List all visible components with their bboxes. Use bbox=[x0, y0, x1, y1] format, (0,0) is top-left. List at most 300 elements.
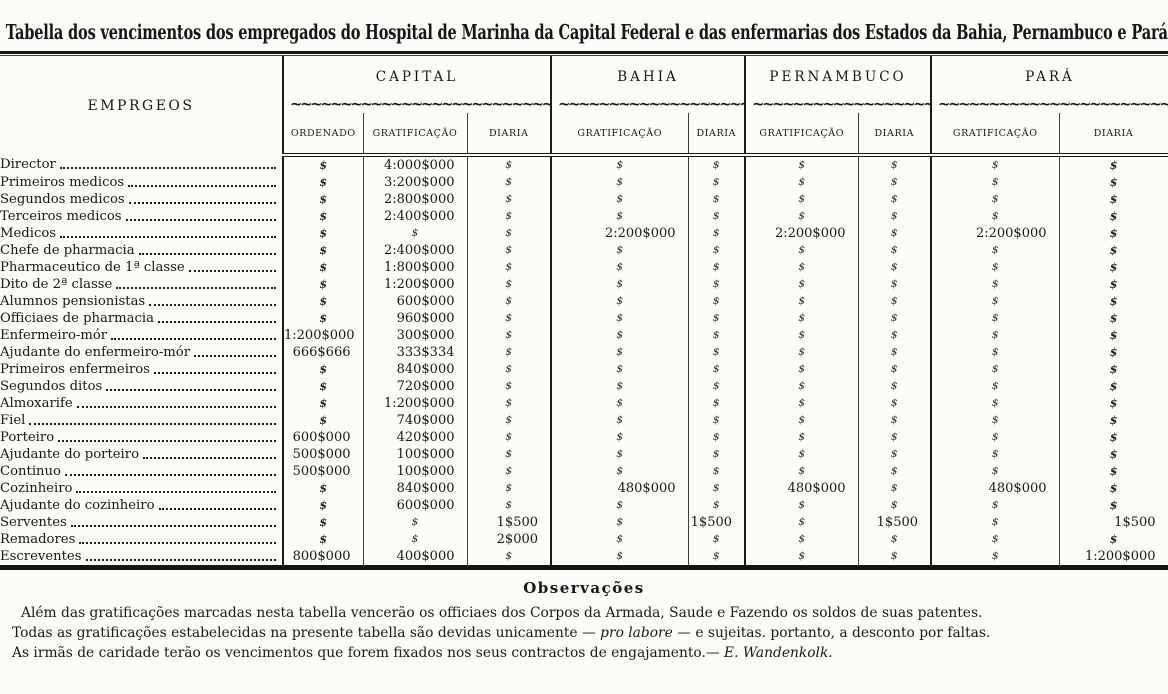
empty-cell: $ bbox=[688, 155, 745, 174]
value-cell: 400$000 bbox=[363, 548, 467, 568]
row-label: Porteiro bbox=[0, 430, 55, 445]
value-cell: 1$500 bbox=[688, 514, 745, 531]
empty-cell: $ bbox=[688, 344, 745, 361]
table-row bbox=[0, 463, 1168, 480]
empty-cell: $ bbox=[858, 242, 931, 259]
row-label-cell bbox=[0, 259, 283, 276]
row-label: Director bbox=[0, 157, 56, 172]
row-label-cell bbox=[0, 531, 283, 548]
empty-cell: $ bbox=[745, 174, 858, 191]
empty-cell: $ bbox=[931, 276, 1059, 293]
row-label-cell bbox=[0, 514, 283, 531]
subheader-para-diaria: DIARIA bbox=[1059, 113, 1168, 155]
row-label-cell bbox=[0, 446, 283, 463]
dot-leader bbox=[60, 167, 276, 169]
value-cell: 600$000 bbox=[283, 429, 363, 446]
empty-cell: $ bbox=[467, 293, 551, 310]
value-cell: 600$000 bbox=[363, 293, 467, 310]
table-row bbox=[0, 429, 1168, 446]
row-label: Primeiros enfermeiros bbox=[0, 362, 150, 377]
group-header-capital: CAPITAL bbox=[283, 56, 551, 98]
empty-cell: $ bbox=[858, 548, 931, 568]
value-cell: 333$334 bbox=[363, 344, 467, 361]
empty-cell: $ bbox=[551, 361, 688, 378]
empty-cell: $ bbox=[688, 259, 745, 276]
empty-cell: $ bbox=[551, 259, 688, 276]
column-header-empregos: EMPRGEOS bbox=[87, 97, 195, 114]
value-cell: 1$500 bbox=[858, 514, 931, 531]
empty-cell: $ bbox=[745, 548, 858, 568]
wavy-rule bbox=[746, 99, 930, 112]
empty-cell: $ bbox=[467, 412, 551, 429]
empty-cell: $ bbox=[467, 548, 551, 568]
subheader-capital-diaria: DIARIA bbox=[467, 113, 551, 155]
empty-cell: $ bbox=[688, 497, 745, 514]
empty-cell: $ bbox=[1059, 429, 1168, 446]
empty-cell: $ bbox=[858, 155, 931, 174]
empty-cell: $ bbox=[745, 412, 858, 429]
empty-cell: $ bbox=[745, 327, 858, 344]
empty-cell: $ bbox=[1059, 174, 1168, 191]
empty-cell: $ bbox=[1059, 378, 1168, 395]
empty-cell: $ bbox=[467, 242, 551, 259]
row-label: Dito de 2ª classe bbox=[0, 277, 113, 292]
value-cell: 1:200$000 bbox=[283, 327, 363, 344]
empty-cell: $ bbox=[858, 361, 931, 378]
table-row bbox=[0, 395, 1168, 412]
subheader-pernambuco-gratificacao: GRATIFICAÇÃO bbox=[745, 113, 858, 155]
table-row bbox=[0, 310, 1168, 327]
empty-cell: $ bbox=[551, 155, 688, 174]
empty-cell: $ bbox=[1059, 361, 1168, 378]
table-row bbox=[0, 327, 1168, 344]
empty-cell: $ bbox=[858, 378, 931, 395]
table-row bbox=[0, 480, 1168, 497]
dot-leader bbox=[111, 338, 276, 340]
empty-cell: $ bbox=[931, 361, 1059, 378]
empty-cell: $ bbox=[858, 310, 931, 327]
empty-cell: $ bbox=[467, 395, 551, 412]
empty-cell: $ bbox=[745, 463, 858, 480]
empty-cell: $ bbox=[1059, 395, 1168, 412]
empty-cell: $ bbox=[283, 208, 363, 225]
empty-cell: $ bbox=[931, 293, 1059, 310]
empty-cell: $ bbox=[688, 412, 745, 429]
empty-cell: $ bbox=[467, 191, 551, 208]
value-cell: 2:200$000 bbox=[551, 225, 688, 242]
table-row bbox=[0, 446, 1168, 463]
table-row bbox=[0, 361, 1168, 378]
dot-leader bbox=[194, 355, 276, 357]
empty-cell: $ bbox=[688, 208, 745, 225]
row-label-cell bbox=[0, 155, 283, 174]
dot-leader bbox=[29, 423, 276, 425]
empty-cell: $ bbox=[745, 497, 858, 514]
table-body bbox=[0, 155, 1168, 568]
empty-cell: $ bbox=[1059, 412, 1168, 429]
empty-cell: $ bbox=[467, 174, 551, 191]
row-label: Escreventes bbox=[0, 549, 82, 564]
row-label: Terceiros medicos bbox=[0, 209, 122, 224]
dot-leader bbox=[86, 559, 276, 561]
row-label: Remadores bbox=[0, 532, 76, 547]
empty-cell: $ bbox=[283, 395, 363, 412]
dot-leader bbox=[79, 542, 276, 544]
observations-lines bbox=[12, 604, 1156, 662]
empty-cell: $ bbox=[688, 480, 745, 497]
row-label-cell bbox=[0, 293, 283, 310]
empty-cell: $ bbox=[688, 531, 745, 548]
empty-cell: $ bbox=[858, 497, 931, 514]
empty-cell: $ bbox=[283, 514, 363, 531]
row-label: Segundos ditos bbox=[0, 379, 103, 394]
row-label: Pharmaceutico de 1ª classe bbox=[0, 260, 185, 275]
empty-cell: $ bbox=[551, 497, 688, 514]
wavy-rule-capital bbox=[283, 98, 551, 113]
row-label-cell bbox=[0, 310, 283, 327]
empty-cell: $ bbox=[551, 174, 688, 191]
observation-line: As irmãs de caridade terão os vencimentos que forem fixados nos seus contractos de engajamento.— E. Wandenkolk. bbox=[12, 645, 833, 661]
empty-cell: $ bbox=[1059, 446, 1168, 463]
row-label: Almoxarife bbox=[0, 396, 73, 411]
group-header-bahia: BAHIA bbox=[551, 56, 745, 98]
empty-cell: $ bbox=[467, 327, 551, 344]
row-label-cell bbox=[0, 395, 283, 412]
empty-cell: $ bbox=[1059, 344, 1168, 361]
row-label-cell bbox=[0, 378, 283, 395]
empty-cell: $ bbox=[283, 361, 363, 378]
row-label-cell bbox=[0, 361, 283, 378]
row-label-cell bbox=[0, 276, 283, 293]
empty-cell: $ bbox=[283, 191, 363, 208]
empty-cell: $ bbox=[858, 259, 931, 276]
empty-cell: $ bbox=[551, 463, 688, 480]
empty-cell: $ bbox=[745, 293, 858, 310]
empty-cell: $ bbox=[1059, 310, 1168, 327]
empty-cell: $ bbox=[551, 191, 688, 208]
value-cell: 2:400$000 bbox=[363, 208, 467, 225]
row-label-cell bbox=[0, 174, 283, 191]
empty-cell: $ bbox=[467, 446, 551, 463]
empty-cell: $ bbox=[931, 514, 1059, 531]
row-label-cell bbox=[0, 208, 283, 225]
row-label: Serventes bbox=[0, 515, 67, 530]
empty-cell: $ bbox=[858, 344, 931, 361]
subheader-bahia-diaria: DIARIA bbox=[688, 113, 745, 155]
empty-cell: $ bbox=[745, 191, 858, 208]
empty-cell: $ bbox=[745, 208, 858, 225]
observations-heading: Observações bbox=[523, 579, 645, 597]
empty-cell: $ bbox=[467, 155, 551, 174]
row-label-cell bbox=[0, 327, 283, 344]
table-row bbox=[0, 344, 1168, 361]
empty-cell: $ bbox=[283, 531, 363, 548]
empty-cell: $ bbox=[688, 293, 745, 310]
wavy-rule-para bbox=[931, 98, 1168, 113]
dot-leader bbox=[128, 185, 276, 187]
empty-cell: $ bbox=[858, 293, 931, 310]
subheader-pernambuco-diaria: DIARIA bbox=[858, 113, 931, 155]
empty-cell: $ bbox=[931, 208, 1059, 225]
empty-cell: $ bbox=[467, 225, 551, 242]
empty-cell: $ bbox=[283, 378, 363, 395]
empty-cell: $ bbox=[467, 310, 551, 327]
empty-cell: $ bbox=[858, 225, 931, 242]
empty-cell: $ bbox=[551, 327, 688, 344]
value-cell: 3:200$000 bbox=[363, 174, 467, 191]
empty-cell: $ bbox=[283, 259, 363, 276]
empty-cell: $ bbox=[551, 344, 688, 361]
value-cell: 2$000 bbox=[467, 531, 551, 548]
empty-cell: $ bbox=[688, 310, 745, 327]
empty-cell: $ bbox=[745, 155, 858, 174]
dot-leader bbox=[149, 304, 276, 306]
empty-cell: $ bbox=[931, 412, 1059, 429]
empty-cell: $ bbox=[688, 429, 745, 446]
empty-cell: $ bbox=[931, 155, 1059, 174]
empty-cell: $ bbox=[931, 310, 1059, 327]
empty-cell: $ bbox=[283, 310, 363, 327]
empty-cell: $ bbox=[1059, 225, 1168, 242]
value-cell: 480$000 bbox=[745, 480, 858, 497]
empty-cell: $ bbox=[551, 242, 688, 259]
group-header-para: PARÁ bbox=[931, 56, 1168, 98]
empty-cell: $ bbox=[551, 395, 688, 412]
row-label: Medicos bbox=[0, 226, 57, 241]
empty-cell: $ bbox=[467, 361, 551, 378]
empty-cell: $ bbox=[283, 225, 363, 242]
empty-cell: $ bbox=[931, 191, 1059, 208]
empty-cell: $ bbox=[688, 276, 745, 293]
row-label: Officiaes de pharmacia bbox=[0, 311, 155, 326]
dot-leader bbox=[159, 508, 276, 510]
dot-leader bbox=[76, 491, 276, 493]
empty-cell: $ bbox=[1059, 463, 1168, 480]
table-row bbox=[0, 412, 1168, 429]
value-cell: 960$000 bbox=[363, 310, 467, 327]
row-label-cell bbox=[0, 225, 283, 242]
wavy-rule-bahia bbox=[551, 98, 745, 113]
empty-cell: $ bbox=[858, 412, 931, 429]
table-row bbox=[0, 191, 1168, 208]
empty-cell: $ bbox=[551, 378, 688, 395]
value-cell: 4:000$000 bbox=[363, 155, 467, 174]
empty-cell: $ bbox=[467, 208, 551, 225]
empty-cell: $ bbox=[1059, 293, 1168, 310]
empty-cell: $ bbox=[931, 429, 1059, 446]
empty-cell: $ bbox=[745, 242, 858, 259]
value-cell: 1:200$000 bbox=[363, 395, 467, 412]
value-cell: 1:200$000 bbox=[363, 276, 467, 293]
row-label-cell bbox=[0, 242, 283, 259]
empty-cell: $ bbox=[283, 174, 363, 191]
empty-cell: $ bbox=[688, 225, 745, 242]
empty-cell: $ bbox=[858, 395, 931, 412]
value-cell: 2:200$000 bbox=[931, 225, 1059, 242]
empty-cell: $ bbox=[858, 531, 931, 548]
observation-line: Todas as gratificações estabelecidas na presente tabella são devidas unicamente — pro labore — e sujeitas. portanto, a desconto por faltas. bbox=[12, 625, 991, 641]
empty-cell: $ bbox=[858, 446, 931, 463]
subheader-bahia-gratificacao: GRATIFICAÇÃO bbox=[551, 113, 688, 155]
empty-cell: $ bbox=[1059, 191, 1168, 208]
table-row bbox=[0, 155, 1168, 174]
empty-cell: $ bbox=[931, 174, 1059, 191]
subheader-capital-gratificacao: GRATIFICAÇÃO bbox=[363, 113, 467, 155]
value-cell: 600$000 bbox=[363, 497, 467, 514]
empty-cell: $ bbox=[1059, 259, 1168, 276]
value-cell: 2:200$000 bbox=[745, 225, 858, 242]
empty-cell: $ bbox=[745, 514, 858, 531]
row-label-cell bbox=[0, 480, 283, 497]
table-row bbox=[0, 378, 1168, 395]
empty-cell: $ bbox=[745, 276, 858, 293]
empty-cell: $ bbox=[467, 259, 551, 276]
value-cell: 800$000 bbox=[283, 548, 363, 568]
empty-cell: $ bbox=[551, 208, 688, 225]
empty-cell: $ bbox=[745, 429, 858, 446]
empty-cell: $ bbox=[931, 259, 1059, 276]
row-label: Ajudante do cozinheiro bbox=[0, 498, 155, 513]
empty-cell: $ bbox=[688, 361, 745, 378]
subheader-para-gratificacao: GRATIFICAÇÃO bbox=[931, 113, 1059, 155]
table-row bbox=[0, 174, 1168, 191]
empty-cell: $ bbox=[363, 225, 467, 242]
empty-cell: $ bbox=[467, 276, 551, 293]
row-label: Ajudante do enfermeiro-mór bbox=[0, 345, 191, 360]
empty-cell: $ bbox=[931, 548, 1059, 568]
empty-cell: $ bbox=[1059, 327, 1168, 344]
empty-cell: $ bbox=[1059, 208, 1168, 225]
empty-cell: $ bbox=[858, 174, 931, 191]
empty-cell: $ bbox=[688, 446, 745, 463]
empty-cell: $ bbox=[467, 429, 551, 446]
empty-cell: $ bbox=[745, 259, 858, 276]
table-row bbox=[0, 276, 1168, 293]
dot-leader bbox=[58, 440, 276, 442]
value-cell: 840$000 bbox=[363, 480, 467, 497]
empty-cell: $ bbox=[467, 378, 551, 395]
empty-cell: $ bbox=[858, 208, 931, 225]
empty-cell: $ bbox=[283, 497, 363, 514]
empty-cell: $ bbox=[858, 463, 931, 480]
empty-cell: $ bbox=[1059, 480, 1168, 497]
empty-cell: $ bbox=[283, 242, 363, 259]
dot-leader bbox=[143, 457, 276, 459]
empty-cell: $ bbox=[467, 497, 551, 514]
value-cell: 666$666 bbox=[283, 344, 363, 361]
empty-cell: $ bbox=[688, 463, 745, 480]
value-cell: 1$500 bbox=[1059, 514, 1168, 531]
value-cell: 840$000 bbox=[363, 361, 467, 378]
empty-cell: $ bbox=[283, 480, 363, 497]
empty-cell: $ bbox=[745, 395, 858, 412]
empty-cell: $ bbox=[688, 191, 745, 208]
row-label-cell bbox=[0, 344, 283, 361]
empty-cell: $ bbox=[745, 361, 858, 378]
table-row bbox=[0, 242, 1168, 259]
empty-cell: $ bbox=[931, 378, 1059, 395]
group-header-pernambuco: PERNAMBUCO bbox=[745, 56, 931, 98]
empty-cell: $ bbox=[931, 395, 1059, 412]
empty-cell: $ bbox=[745, 310, 858, 327]
page-title: Tabella dos vencimentos dos empregados do Hospital de Marinha da Capital Federal e das enfermarias dos Estados da Bahia, Pernambuco e Pará bbox=[5, 20, 1168, 44]
dot-leader bbox=[106, 389, 276, 391]
value-cell: 500$000 bbox=[283, 446, 363, 463]
empty-cell: $ bbox=[551, 514, 688, 531]
value-cell: 740$000 bbox=[363, 412, 467, 429]
value-cell: 480$000 bbox=[931, 480, 1059, 497]
observations-section bbox=[0, 570, 1168, 662]
empty-cell: $ bbox=[1059, 276, 1168, 293]
empty-cell: $ bbox=[283, 155, 363, 174]
empty-cell: $ bbox=[931, 242, 1059, 259]
row-label: Alumnos pensionistas bbox=[0, 294, 146, 309]
empty-cell: $ bbox=[931, 531, 1059, 548]
empty-cell: $ bbox=[858, 191, 931, 208]
table-row bbox=[0, 548, 1168, 568]
row-label: Enfermeiro-mór bbox=[0, 328, 108, 343]
empty-cell: $ bbox=[551, 429, 688, 446]
empty-cell: $ bbox=[551, 531, 688, 548]
empty-cell: $ bbox=[283, 276, 363, 293]
dot-leader bbox=[126, 219, 276, 221]
empty-cell: $ bbox=[283, 412, 363, 429]
empty-cell: $ bbox=[688, 327, 745, 344]
row-label-cell bbox=[0, 463, 283, 480]
table-row bbox=[0, 225, 1168, 242]
value-cell: 1:200$000 bbox=[1059, 548, 1168, 568]
dot-leader bbox=[77, 406, 276, 408]
wavy-rule bbox=[932, 99, 1168, 112]
row-label: Chefe de pharmacia bbox=[0, 243, 135, 258]
value-cell: 2:800$000 bbox=[363, 191, 467, 208]
empty-cell: $ bbox=[858, 429, 931, 446]
empty-cell: $ bbox=[688, 548, 745, 568]
observation-line: Além das gratificações marcadas nesta tabella vencerão os officiaes dos Corpos da Armada, Saude e Fazendo os soldos de suas patentes. bbox=[21, 605, 983, 621]
value-cell: 2:400$000 bbox=[363, 242, 467, 259]
empty-cell: $ bbox=[363, 514, 467, 531]
value-cell: 420$000 bbox=[363, 429, 467, 446]
table-row bbox=[0, 293, 1168, 310]
empty-cell: $ bbox=[467, 463, 551, 480]
value-cell: 1$500 bbox=[467, 514, 551, 531]
dot-leader bbox=[139, 253, 276, 255]
empty-cell: $ bbox=[745, 378, 858, 395]
row-label-cell bbox=[0, 548, 283, 568]
empty-cell: $ bbox=[551, 548, 688, 568]
row-label: Continuo bbox=[0, 464, 61, 479]
empty-cell: $ bbox=[688, 174, 745, 191]
row-label-cell bbox=[0, 429, 283, 446]
value-cell: 100$000 bbox=[363, 446, 467, 463]
row-label: Primeiros medicos bbox=[0, 175, 125, 190]
table-row bbox=[0, 497, 1168, 514]
dot-leader bbox=[189, 270, 276, 272]
row-label: Cozinheiro bbox=[0, 481, 73, 496]
value-cell: 300$000 bbox=[363, 327, 467, 344]
value-cell: 720$000 bbox=[363, 378, 467, 395]
wavy-rule bbox=[284, 99, 550, 112]
empty-cell: $ bbox=[1059, 242, 1168, 259]
row-label-cell bbox=[0, 497, 283, 514]
empty-cell: $ bbox=[551, 293, 688, 310]
table-row bbox=[0, 531, 1168, 548]
wavy-rule bbox=[552, 99, 744, 112]
row-label: Ajudante do porteiro bbox=[0, 447, 140, 462]
empty-cell: $ bbox=[858, 276, 931, 293]
empty-cell: $ bbox=[1059, 531, 1168, 548]
empty-cell: $ bbox=[283, 293, 363, 310]
